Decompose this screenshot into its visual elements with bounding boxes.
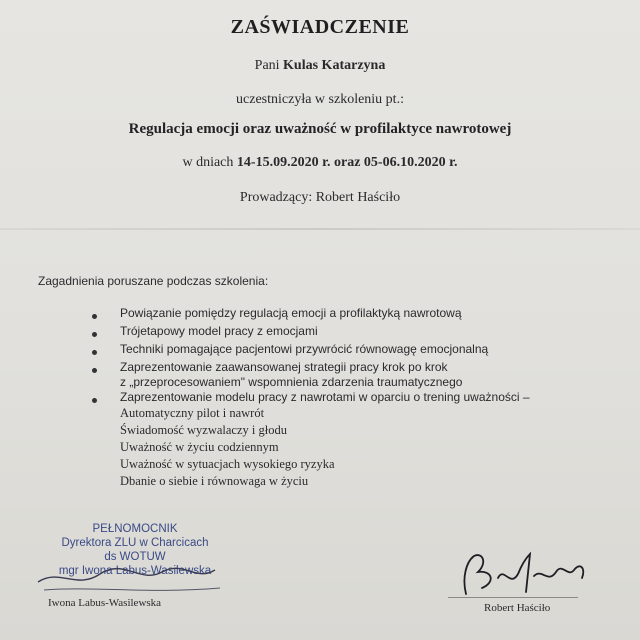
list-item: Powiązanie pomiędzy regulacją emocji a profilaktyką nawrotową — [120, 306, 462, 320]
paper-fold — [0, 228, 640, 230]
participation-text: uczestniczyła w szkoleniu pt.: — [236, 92, 404, 107]
list-item: Dbanie o siebie i równowaga w życiu — [120, 474, 309, 488]
right-signatory-name: Robert Haściło — [484, 602, 551, 614]
certificate-title: ZAŚWIADCZENIE — [230, 16, 410, 38]
list-item: Świadomość wyzwalaczy i głodu — [120, 423, 287, 437]
left-signatory-name: Iwona Labus-Wasilewska — [48, 597, 162, 609]
list-item: Techniki pomagające pacjentowi przywrócić równowagę emocjonalną — [120, 342, 489, 356]
right-signature — [448, 548, 598, 600]
list-item: Trójetapowy model pracy z emocjami — [120, 324, 318, 338]
list-item: Uważność w życiu codziennym — [120, 440, 279, 454]
stamp-line-2: Dyrektora ZLU w Charcicach — [61, 537, 209, 549]
participant-name: Kulas Katarzyna — [283, 58, 386, 73]
bullet-icon — [92, 350, 97, 355]
bullet-icon — [92, 368, 97, 373]
list-item: Uważność w sytuacjach wysokiego ryzyka — [120, 457, 335, 471]
bullet-icon — [92, 332, 97, 337]
course-dates — [0, 155, 640, 171]
bullet-icon — [92, 398, 97, 403]
participant-line — [0, 58, 640, 74]
dates-value: 14-15.09.2020 r. oraz 05-06.10.2020 r. — [236, 155, 458, 170]
course-title: Regulacja emocji oraz uważność w profilaktyce nawrotowej — [128, 121, 512, 137]
salutation: Pani — [254, 58, 280, 73]
stamp-line-1: PEŁNOMOCNIK — [92, 523, 178, 535]
bullet-icon — [92, 314, 97, 319]
stamp-line-4: mgr Iwona Labus-Wasilewska — [58, 565, 212, 577]
dates-prefix: w dniach — [182, 155, 234, 170]
left-signature-scribble — [30, 560, 230, 600]
signature-line — [448, 597, 578, 598]
list-item: Zaprezentowanie zaawansowanej strategii pracy krok po krok — [120, 360, 448, 374]
list-item: Zaprezentowanie modelu pracy z nawrotami w oparciu o trening uważności – — [120, 390, 530, 404]
topics-label: Zagadnienia poruszane podczas szkolenia: — [38, 274, 269, 288]
stamp-line-3: ds WOTUW — [104, 551, 166, 563]
list-item: z „przeprocesowaniem" wspomnienia zdarzenia traumatycznego — [120, 375, 463, 389]
list-item: Automatyczny pilot i nawrót — [120, 406, 265, 420]
trainer-line: Prowadzący: Robert Haściło — [239, 190, 401, 205]
